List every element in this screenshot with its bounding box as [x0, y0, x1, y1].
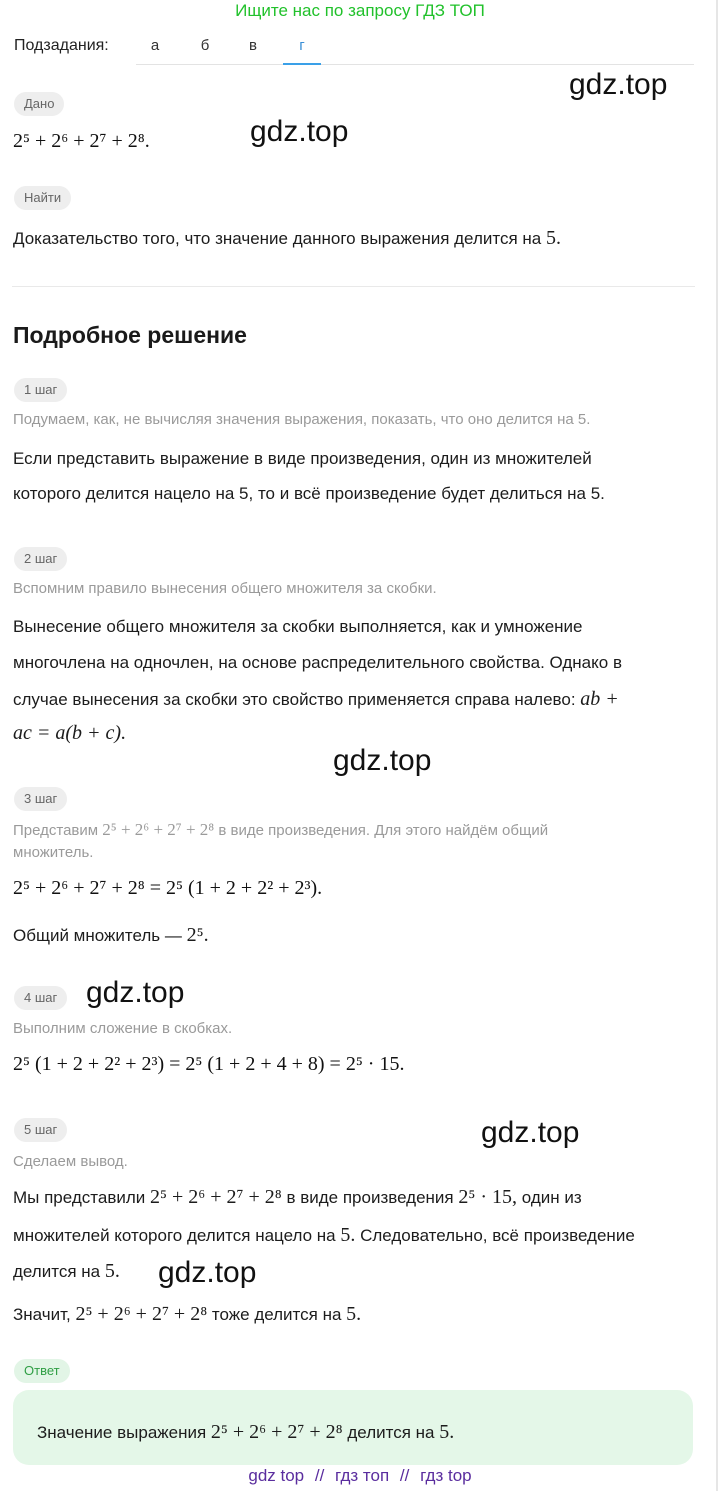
- footer-separator: //: [399, 1466, 410, 1485]
- step-text: Мы представили 2⁵ + 2⁶ + 2⁷ + 2⁸ в виде произведения 2⁵ · 15, один из: [13, 1186, 582, 1208]
- step-badge: 4 шаг: [14, 986, 67, 1010]
- footer-link[interactable]: gdz top: [248, 1466, 305, 1485]
- step-hint: Представим 2⁵ + 2⁶ + 2⁷ + 2⁸ в виде произведения. Для этого найдём общий: [13, 820, 549, 839]
- step-text: делится на 5.: [13, 1260, 120, 1282]
- step-text: многочлена на одночлен, на основе распределительного свойства. Однако в: [13, 653, 622, 672]
- step-hint: Выполним сложение в скобках.: [13, 1020, 233, 1037]
- step-badge: 5 шаг: [14, 1118, 67, 1142]
- watermark: gdz.top: [86, 976, 185, 1009]
- active-tab-indicator: [283, 63, 321, 65]
- step-formula: 2⁵ (1 + 2 + 2² + 2³) = 2⁵ (1 + 2 + 4 + 8) = 2⁵ · 15.: [13, 1053, 405, 1075]
- given-badge: Дано: [14, 92, 64, 116]
- tabs-divider: [136, 64, 694, 65]
- watermark: gdz.top: [158, 1256, 257, 1289]
- subtasks-label: Подзадания:: [14, 37, 109, 54]
- solution-heading: Подробное решение: [13, 322, 247, 348]
- step-badge: 2 шаг: [14, 547, 67, 571]
- footer-links: [0, 1466, 720, 1486]
- given-expression: 2⁵ + 2⁶ + 2⁷ + 2⁸.: [13, 130, 150, 152]
- step-formula: 2⁵ + 2⁶ + 2⁷ + 2⁸ = 2⁵ (1 + 2 + 2² + 2³).: [13, 877, 323, 899]
- tab-g[interactable]: г: [299, 37, 305, 54]
- step-text: Значит, 2⁵ + 2⁶ + 2⁷ + 2⁸ тоже делится на 5.: [13, 1303, 362, 1325]
- step-hint: Подумаем, как, не вычисляя значения выражения, показать, что оно делится на 5.: [13, 411, 591, 428]
- footer-link[interactable]: гдз top: [420, 1466, 472, 1485]
- watermark: gdz.top: [569, 68, 668, 101]
- step-badge: 3 шаг: [14, 787, 67, 811]
- scrollbar-track[interactable]: [716, 0, 718, 1491]
- step-text: Если представить выражение в виде произведения, один из множителей: [13, 449, 592, 468]
- answer-badge: Ответ: [14, 1359, 70, 1383]
- step-hint: множитель.: [13, 844, 94, 861]
- search-banner[interactable]: Ищите нас по запросу ГДЗ ТОП: [235, 1, 485, 20]
- step-badge: 1 шаг: [14, 378, 67, 402]
- step-text: множителей которого делится нацело на 5. Следовательно, всё произведение: [13, 1224, 635, 1246]
- tab-v[interactable]: в: [249, 37, 257, 54]
- find-badge: Найти: [14, 186, 71, 210]
- tab-b[interactable]: б: [200, 37, 210, 54]
- step-text: Общий множитель — 2⁵.: [13, 924, 209, 946]
- step-hint: Вспомним правило вынесения общего множителя за скобки.: [13, 580, 437, 597]
- watermark: gdz.top: [250, 115, 349, 148]
- footer-separator: //: [314, 1466, 325, 1485]
- step-formula: ac = a(b + c).: [13, 722, 127, 744]
- find-text: Доказательство того, что значение данного выражения делится на 5.: [13, 227, 561, 249]
- step-text: которого делится нацело на 5, то и всё произведение будет делиться на 5.: [13, 484, 605, 503]
- section-divider: [12, 286, 695, 287]
- watermark: gdz.top: [333, 744, 432, 777]
- watermark: gdz.top: [481, 1116, 580, 1149]
- step-text: случае вынесения за скобки это свойство применяется справа налево: ab +: [13, 688, 619, 710]
- step-text: Вынесение общего множителя за скобки выполняется, как и умножение: [13, 617, 583, 636]
- answer-text: Значение выражения 2⁵ + 2⁶ + 2⁷ + 2⁸ делится на 5.: [37, 1421, 455, 1443]
- tab-a[interactable]: а: [150, 37, 160, 54]
- footer-link[interactable]: гдз топ: [335, 1466, 390, 1485]
- step-hint: Сделаем вывод.: [13, 1153, 128, 1170]
